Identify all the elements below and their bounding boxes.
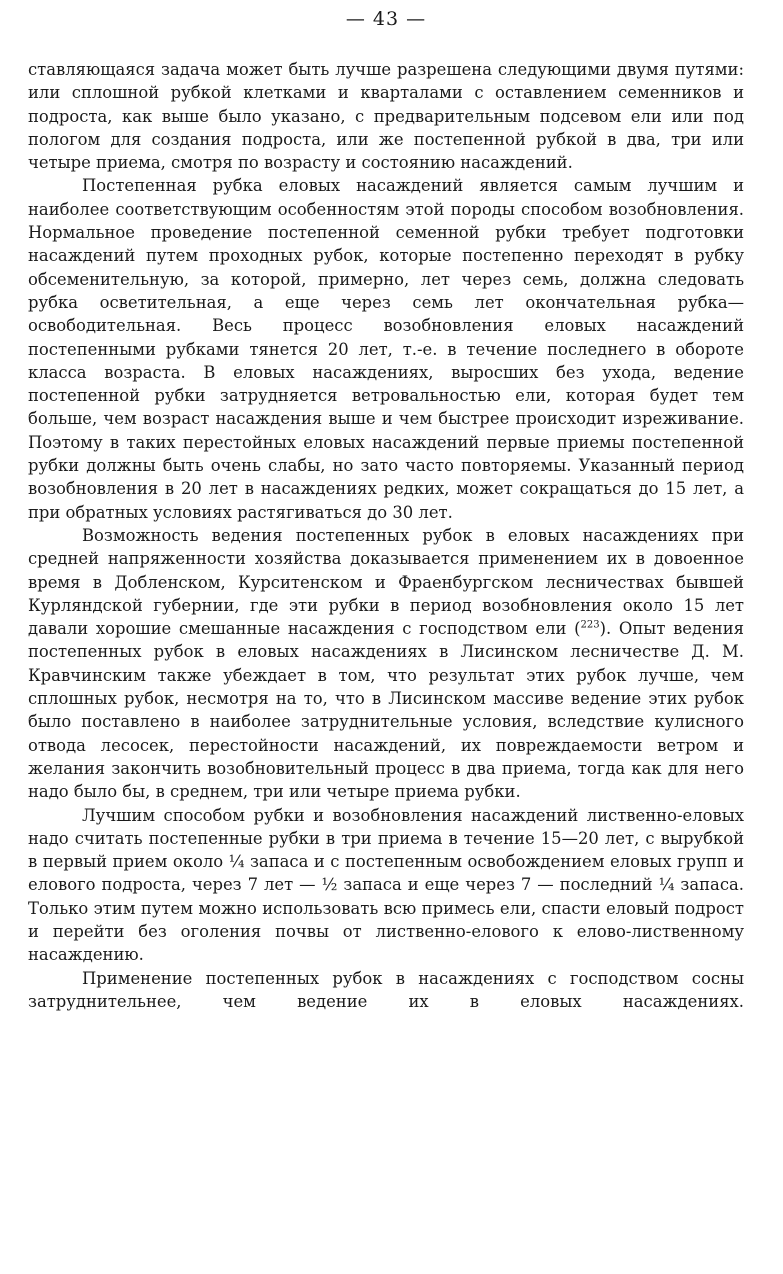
paragraph-continued: ставляющаяся задача может быть лучше разрешена следующими двумя путями: или сплошной рубкой клетками и кварталами с оставлением семенников и подроста, как выше было указано, с предварительным подсевом ели или под пологом для создания подроста, или же постепенной рубкой в два, три или четыре приема, смотря по возрасту и состоянию насаждений.: [28, 60, 744, 173]
paragraph-pine-stands: Применение постепенных рубок в насаждениях с господством сосны затруднительнее, чем ведение их в еловых насаждениях.: [28, 968, 744, 1011]
paragraph-courland-experience: [28, 524, 744, 804]
paragraph-text-before-reference: Возможность ведения постепенных рубок в еловых насаждениях при средней напряженности хозяйства доказывается применением их в довоенное время в Добленском, Курситенском и Фраенбургском лесничествах бывшей Курляндской губернии, где эти рубки в период возобновления около 15 лет давали хорошие смешанные насаждения с господством ели (: [28, 525, 744, 639]
body-text: [28, 58, 744, 1013]
page-number: — 43 —: [345, 8, 427, 30]
book-page: [28, 8, 744, 1013]
paragraph-text-after-reference: ). Опыт ведения постепенных рубок в еловых насаждениях в Лисинском лесничестве Д. М. Кравчинским также убеждает в том, что результат этих рубок лучше, чем сплошных рубок, несмотря на то, что в Лисинском массиве ведение этих рубок было поставлено в наиболее затруднительные условия, вследствие кулисного отвода лесосек, перестойности насаждений, их повреждаемости ветром и желания закончить возобновительный процесс в два приема, тогда как для него надо было бы, в среднем, три или четыре приема рубки.: [28, 619, 744, 802]
paragraph-deciduous-spruce-method: Лучшим способом рубки и возобновления насаждений лиственно-еловых надо считать постепенные рубки в три приема в течение 15—20 лет, с вырубкой в первый прием около ¼ запаса и с постепенным освобождением еловых групп и елового подроста, через 7 лет — ½ запаса и еще через 7 — последний ¼ запаса. Только этим путем можно использовать всю примесь ели, спасти еловый подрост и перейти без оголения почвы от лиственно-елового к елово-лиственному насаждению.: [28, 805, 744, 965]
footnote-reference: 223: [580, 619, 600, 631]
paragraph-gradual-spruce-felling: Постепенная рубка еловых насаждений является самым лучшим и наиболее соответствующим особенностям этой породы способом возобновления. Нормальное проведение постепенной семенной рубки требует подготовки насаждений путем проходных рубок, которые постепенно переходят в рубку обсеменительную, за которой, примерно, лет через семь, должна следовать рубка осветительная, а еще через семь лет окончательная рубка—освободительная. Весь процесс возобновления еловых насаждений постепенными рубками тянется 20 лет, т.-е. в течение последнего в обороте класса возраста. В еловых насаждениях, выросших без ухода, ведение постепенной рубки затрудняется ветровальностью ели, которая будет тем больше, чем возраст насаждения выше и чем быстрее происходит изреживание. Поэтому в таких перестойных еловых насаждений первые приемы постепенной рубки должны быть очень слабы, но зато часто повторяемы. Указанный период возобновления в 20 лет в насаждениях редких, может сокращаться до 15 лет, а при обратных условиях растягиваться до 30 лет.: [28, 176, 744, 522]
